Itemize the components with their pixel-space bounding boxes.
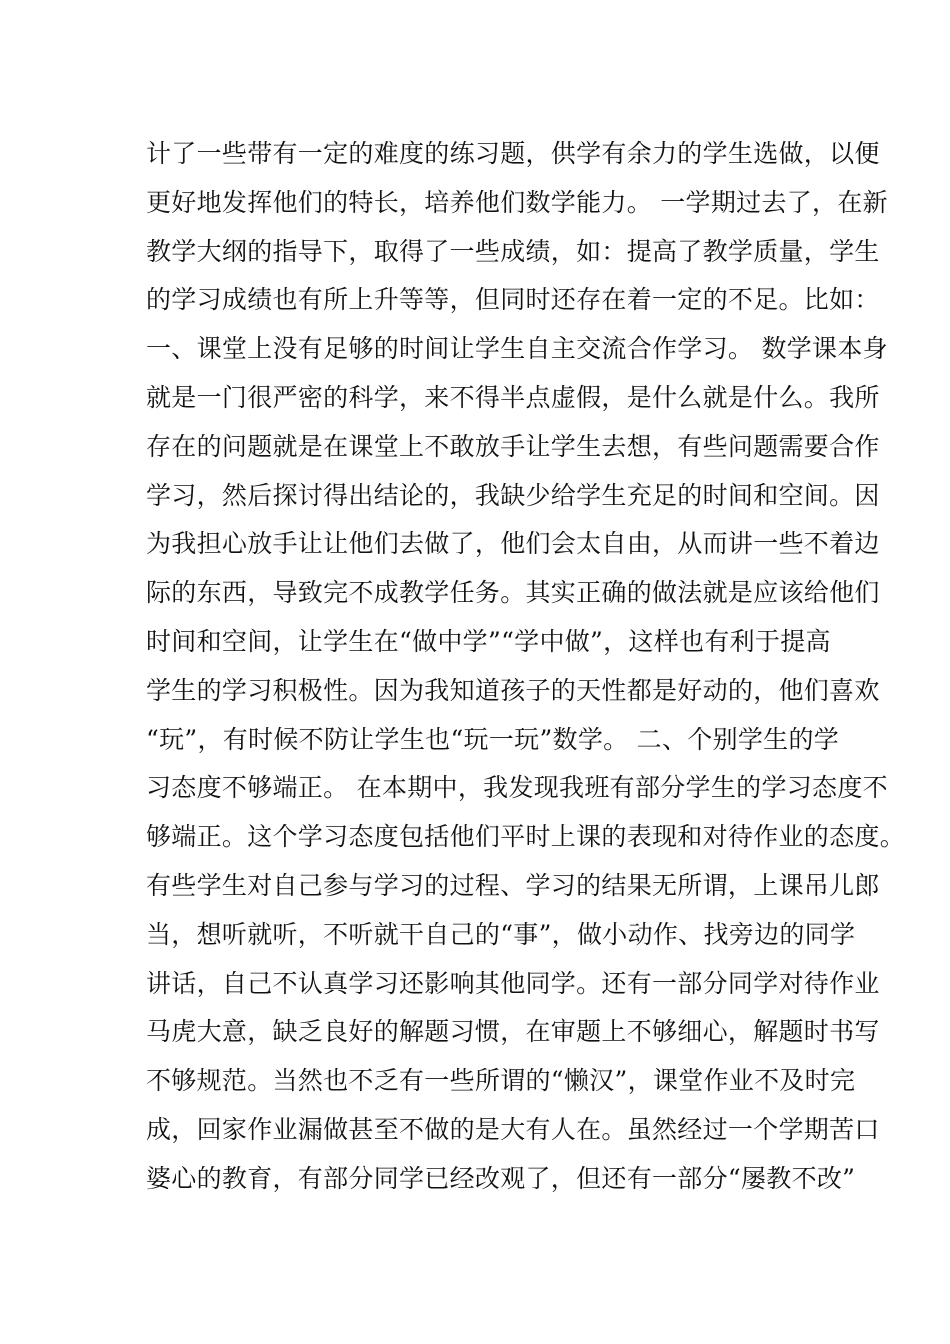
text-line: 计了一些带有一定的难度的练习题，供学有余力的学生选做，以便 [146,139,880,168]
text-line: 习态度不够端正。 在本期中，我发现我班有部分学生的学习态度不 [146,773,888,803]
text-line: 就是一门很严密的科学，来不得半点虚假，是什么就是什么。我所 [146,382,880,412]
text-line: 讲话，自己不认真学习还影响其他同学。还有一部分同学对待作业 [146,968,880,998]
text-line: 更好地发挥他们的特长，培养他们数学能力。 一学期过去了，在新 [146,187,888,217]
text-line: 为我担心放手让让他们去做了，他们会太自由，从而讲一些不着边 [146,529,880,559]
text-line: 婆心的教育，有部分同学已经改观了，但还有一部分“屡教不改” [146,1163,856,1193]
text-line: 学生的学习积极性。因为我知道孩子的天性都是好动的，他们喜欢 [146,675,880,705]
document-body [146,130,906,1204]
text-line: 学习，然后探讨得出结论的，我缺少给学生充足的时间和空间。因 [146,480,880,510]
text-line: 的学习成绩也有所上升等等，但同时还存在着一定的不足。比如： [146,285,880,315]
text-line: 存在的问题就是在课堂上不敢放手让学生去想，有些问题需要合作 [146,431,880,461]
text-line: 一、课堂上没有足够的时间让学生自主交流合作学习。 数学课本身 [146,334,888,364]
text-line: 际的东西，导致完不成教学任务。其实正确的做法就是应该给他们 [146,578,880,608]
text-line: “玩”，有时候不防让学生也“玩一玩”数学。 二、个别学生的学 [146,724,840,754]
text-line: 不够规范。当然也不乏有一些所谓的“懒汉”，课堂作业不及时完 [146,1066,856,1096]
text-line: 马虎大意，缺乏良好的解题习惯，在审题上不够细心，解题时书写 [146,1017,880,1047]
text-line: 教学大纲的指导下，取得了一些成绩，如：提高了教学质量，学生 [146,236,880,266]
text-line: 当，想听就听，不听就干自己的“事”，做小动作、找旁边的同学 [146,919,856,949]
text-line: 成，回家作业漏做甚至不做的是大有人在。虽然经过一个学期苦口 [146,1114,880,1144]
text-line: 有些学生对自己参与学习的过程、学习的结果无所谓，上课吊儿郎 [146,870,880,900]
text-line: 够端正。这个学习态度包括他们平时上课的表现和对待作业的态度。 [146,822,906,852]
text-line: 时间和空间，让学生在“做中学”“学中做”，这样也有利于提高 [146,626,831,656]
